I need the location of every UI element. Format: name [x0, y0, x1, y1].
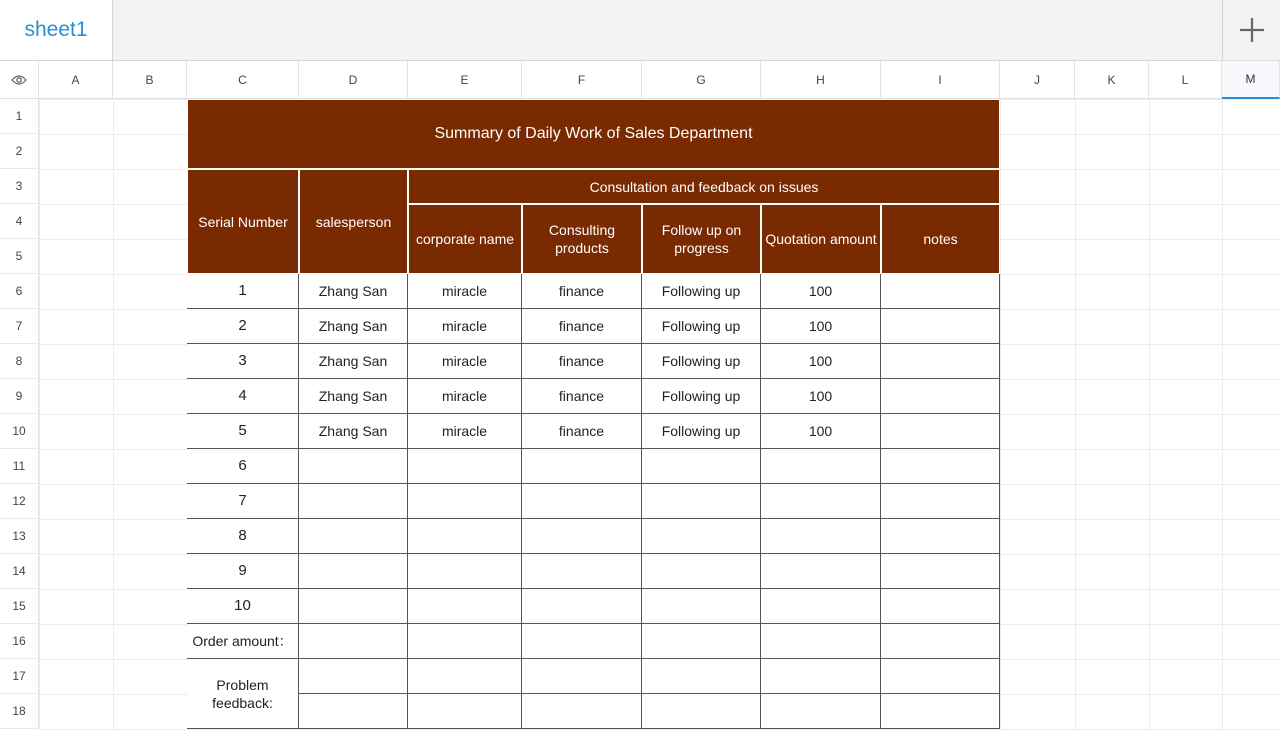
cell-consulting[interactable]: finance: [522, 344, 642, 379]
cell-salesperson[interactable]: Zhang San: [299, 274, 408, 309]
cell-follow[interactable]: [642, 484, 761, 519]
cell-consulting[interactable]: [522, 589, 642, 624]
cell-corporate[interactable]: [408, 554, 522, 589]
order-amount-cell[interactable]: [522, 624, 642, 659]
column-header-e[interactable]: E: [408, 61, 522, 99]
cell-serial[interactable]: 4: [187, 379, 299, 414]
cell-quotation[interactable]: [761, 554, 881, 589]
cell-serial[interactable]: 7: [187, 484, 299, 519]
cell-notes[interactable]: [881, 344, 1000, 379]
row-header-6[interactable]: 6: [0, 274, 39, 309]
order-amount-cell[interactable]: [642, 624, 761, 659]
problem-feedback-cell[interactable]: [408, 659, 522, 694]
cell-serial[interactable]: 1: [187, 274, 299, 309]
problem-feedback-cell[interactable]: [642, 659, 761, 694]
row-header-10[interactable]: 10: [0, 414, 39, 449]
cell-notes[interactable]: [881, 554, 1000, 589]
plus-icon: [1239, 17, 1265, 43]
column-header-d[interactable]: D: [299, 61, 408, 99]
cell-follow[interactable]: [642, 554, 761, 589]
problem-feedback-label[interactable]: Problem feedback:: [187, 659, 299, 729]
cell-corporate[interactable]: [408, 519, 522, 554]
cell-serial[interactable]: 10: [187, 589, 299, 624]
row-header-13[interactable]: 13: [0, 519, 39, 554]
column-header-c[interactable]: C: [187, 61, 299, 99]
cell-serial[interactable]: 5: [187, 414, 299, 449]
column-header-l[interactable]: L: [1149, 61, 1222, 99]
order-amount-cell[interactable]: [408, 624, 522, 659]
cell-notes[interactable]: [881, 274, 1000, 309]
problem-feedback-cell[interactable]: [881, 659, 1000, 694]
eye-icon: [11, 74, 27, 86]
cell-serial[interactable]: 9: [187, 554, 299, 589]
cell-corporate[interactable]: miracle: [408, 379, 522, 414]
cell-consulting[interactable]: [522, 484, 642, 519]
cell-follow[interactable]: Following up: [642, 414, 761, 449]
cell-quotation[interactable]: 100: [761, 309, 881, 344]
cell-follow[interactable]: Following up: [642, 344, 761, 379]
cell-follow[interactable]: [642, 449, 761, 484]
cell-consulting[interactable]: [522, 554, 642, 589]
cell-consulting[interactable]: finance: [522, 309, 642, 344]
cell-corporate[interactable]: miracle: [408, 274, 522, 309]
cell-notes[interactable]: [881, 484, 1000, 519]
header-serial-number[interactable]: Serial Number: [187, 169, 299, 274]
column-header-b[interactable]: B: [113, 61, 187, 99]
cell-salesperson[interactable]: [299, 484, 408, 519]
row-header-16[interactable]: 16: [0, 624, 39, 659]
column-header-i[interactable]: I: [881, 61, 1000, 99]
cell-serial[interactable]: 2: [187, 309, 299, 344]
cell-follow[interactable]: Following up: [642, 309, 761, 344]
cell-consulting[interactable]: finance: [522, 379, 642, 414]
row-header-4[interactable]: 4: [0, 204, 39, 239]
cell-consulting[interactable]: [522, 449, 642, 484]
header-notes[interactable]: notes: [881, 204, 1000, 274]
row-header-9[interactable]: 9: [0, 379, 39, 414]
header-quotation-amount[interactable]: Quotation amount: [761, 204, 881, 274]
row-header-5[interactable]: 5: [0, 239, 39, 274]
cell-follow[interactable]: Following up: [642, 379, 761, 414]
row-header-7[interactable]: 7: [0, 309, 39, 344]
row-header-3[interactable]: 3: [0, 169, 39, 204]
cell-serial[interactable]: 3: [187, 344, 299, 379]
row-header-2[interactable]: 2: [0, 134, 39, 169]
order-amount-cell[interactable]: [299, 624, 408, 659]
cell-notes[interactable]: [881, 379, 1000, 414]
problem-feedback-cell[interactable]: [299, 659, 408, 694]
order-amount-cell[interactable]: [761, 624, 881, 659]
cell-quotation[interactable]: [761, 449, 881, 484]
row-header-17[interactable]: 17: [0, 659, 39, 694]
cell-quotation[interactable]: [761, 484, 881, 519]
cell-follow[interactable]: Following up: [642, 274, 761, 309]
cell-salesperson[interactable]: [299, 519, 408, 554]
problem-feedback-cell[interactable]: [522, 694, 642, 729]
cell-salesperson[interactable]: Zhang San: [299, 309, 408, 344]
cell-corporate[interactable]: miracle: [408, 309, 522, 344]
sheet-tab-bar: [0, 0, 1280, 61]
column-header-j[interactable]: J: [1000, 61, 1075, 99]
cell-salesperson[interactable]: [299, 589, 408, 624]
column-header-a[interactable]: A: [39, 61, 113, 99]
cell-corporate[interactable]: [408, 589, 522, 624]
header-corporate-name[interactable]: corporate name: [408, 204, 522, 274]
cell-follow[interactable]: [642, 519, 761, 554]
row-header-14[interactable]: 14: [0, 554, 39, 589]
cell-salesperson[interactable]: Zhang San: [299, 379, 408, 414]
cell-quotation[interactable]: 100: [761, 274, 881, 309]
column-header-g[interactable]: G: [642, 61, 761, 99]
select-all-corner[interactable]: [0, 61, 39, 99]
row-header-12[interactable]: 12: [0, 484, 39, 519]
cell-consulting[interactable]: [522, 519, 642, 554]
order-amount-cell[interactable]: [881, 624, 1000, 659]
cell-corporate[interactable]: [408, 449, 522, 484]
problem-feedback-cell[interactable]: [642, 694, 761, 729]
row-header-1[interactable]: 1: [0, 99, 39, 134]
header-follow-up[interactable]: Follow up on progress: [642, 204, 761, 274]
cell-quotation[interactable]: 100: [761, 379, 881, 414]
cell-quotation[interactable]: [761, 589, 881, 624]
cell-consulting[interactable]: finance: [522, 414, 642, 449]
cell-salesperson[interactable]: [299, 449, 408, 484]
problem-feedback-cell[interactable]: [761, 694, 881, 729]
cell-notes[interactable]: [881, 589, 1000, 624]
grid-line-horizontal: [39, 729, 1280, 730]
problem-feedback-cell[interactable]: [881, 694, 1000, 729]
sheet-tab-sheet1[interactable]: [0, 0, 113, 60]
sheet-tab-label: sheet1: [24, 18, 88, 41]
cell-quotation[interactable]: [761, 519, 881, 554]
row-header-11[interactable]: 11: [0, 449, 39, 484]
cell-notes[interactable]: [881, 309, 1000, 344]
problem-feedback-cell[interactable]: [299, 694, 408, 729]
row-header-8[interactable]: 8: [0, 344, 39, 379]
cell-notes[interactable]: [881, 414, 1000, 449]
cell-consulting[interactable]: finance: [522, 274, 642, 309]
row-header-18[interactable]: 18: [0, 694, 39, 729]
column-header-m[interactable]: M: [1222, 61, 1280, 99]
table-title[interactable]: Summary of Daily Work of Sales Department: [187, 99, 1000, 169]
header-consultation-group[interactable]: Consultation and feedback on issues: [408, 169, 1000, 204]
problem-feedback-cell[interactable]: [408, 694, 522, 729]
cell-notes[interactable]: [881, 519, 1000, 554]
column-header-f[interactable]: F: [522, 61, 642, 99]
cell-follow[interactable]: [642, 589, 761, 624]
header-salesperson[interactable]: salesperson: [299, 169, 408, 274]
cell-notes[interactable]: [881, 449, 1000, 484]
cell-corporate[interactable]: miracle: [408, 414, 522, 449]
header-consulting-products[interactable]: Consulting products: [522, 204, 642, 274]
cell-serial[interactable]: 8: [187, 519, 299, 554]
column-header-k[interactable]: K: [1075, 61, 1149, 99]
problem-feedback-cell[interactable]: [522, 659, 642, 694]
cell-corporate[interactable]: [408, 484, 522, 519]
cell-quotation[interactable]: 100: [761, 344, 881, 379]
order-amount-label[interactable]: Order amount：: [187, 624, 299, 659]
cell-salesperson[interactable]: Zhang San: [299, 414, 408, 449]
add-sheet-button[interactable]: [1222, 0, 1280, 60]
cell-quotation[interactable]: 100: [761, 414, 881, 449]
cell-salesperson[interactable]: Zhang San: [299, 344, 408, 379]
cell-corporate[interactable]: miracle: [408, 344, 522, 379]
spreadsheet-grid: [0, 61, 1280, 743]
cell-serial[interactable]: 6: [187, 449, 299, 484]
cell-salesperson[interactable]: [299, 554, 408, 589]
column-header-h[interactable]: H: [761, 61, 881, 99]
row-header-15[interactable]: 15: [0, 589, 39, 624]
problem-feedback-cell[interactable]: [761, 659, 881, 694]
